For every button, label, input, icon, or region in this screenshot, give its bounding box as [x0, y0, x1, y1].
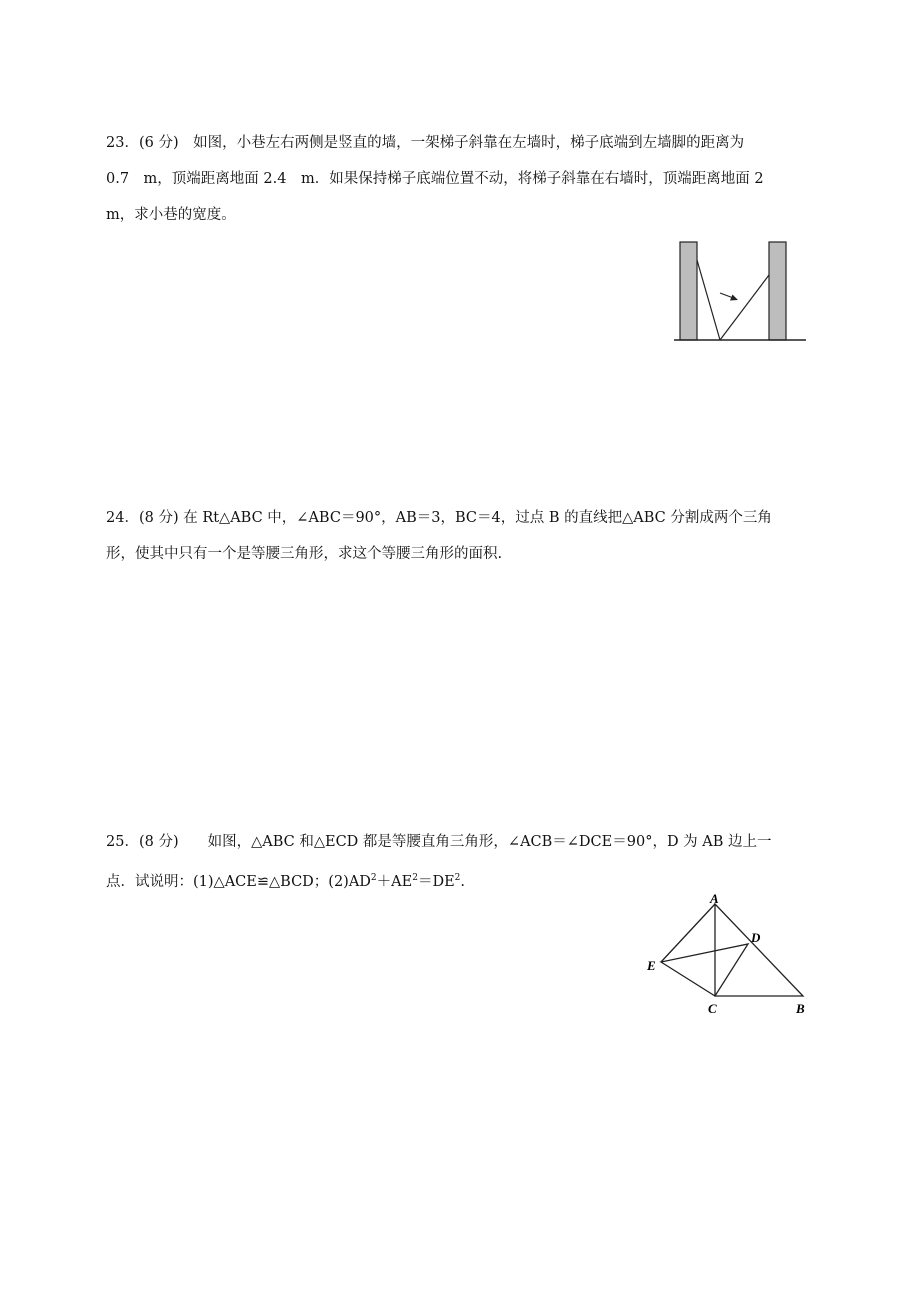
label-c: C	[708, 1001, 717, 1016]
right-wall	[769, 242, 786, 340]
q23-line-1: 23．(6 分) 如图，小巷左右两侧是竖直的墙，一架梯子斜靠在左墙时，梯子底端到左墙脚的距离为	[106, 135, 745, 151]
triangle-figure	[640, 890, 820, 1020]
q25-line-2-prefix: 点．试说明：(1)△ACE≌△BCD；(2)AD	[106, 873, 371, 890]
ladder-right	[720, 275, 769, 340]
left-wall	[680, 242, 697, 340]
q24-line-2: 形，使其中只有一个是等腰三角形，求这个等腰三角形的面积.	[106, 546, 503, 562]
ladder-alley-figure	[670, 238, 810, 346]
q25-sup-3: 2	[454, 873, 461, 883]
label-e: E	[647, 958, 656, 973]
q23-line-2: 0.7 m，顶端距离地面 2.4 m．如果保持梯子底端位置不动，将梯子斜靠在右墙时，顶端距离地面 2	[106, 171, 764, 187]
q25-line-1: 25．(8 分) 如图，△ABC 和△ECD 都是等腰直角三角形，∠ACB＝∠DCE＝90°，D 为 AB 边上一	[106, 834, 772, 850]
q25-line-2-mid-1: ＋AE	[376, 873, 413, 890]
ladder-left	[697, 260, 720, 340]
segment-ae	[661, 904, 715, 962]
q25-sup-2: 2	[412, 873, 418, 883]
triangle-ecd	[661, 944, 748, 996]
triangle-abc	[715, 904, 803, 996]
q24-line-1: 24．(8 分) 在 Rt△ABC 中，∠ABC＝90°，AB＝3，BC＝4，过点 B 的直线把△ABC 分割成两个三角	[106, 510, 772, 526]
label-a: A	[710, 891, 719, 906]
q25-line-2-suffix: .	[460, 873, 466, 890]
label-d: D	[751, 930, 761, 945]
q23-line-3: m，求小巷的宽度。	[106, 207, 236, 223]
q25-line-2	[106, 868, 465, 892]
label-b: B	[796, 1001, 805, 1016]
q25-line-2-mid-2: ＝DE	[417, 873, 455, 890]
q25-sup-1: 2	[370, 873, 377, 883]
